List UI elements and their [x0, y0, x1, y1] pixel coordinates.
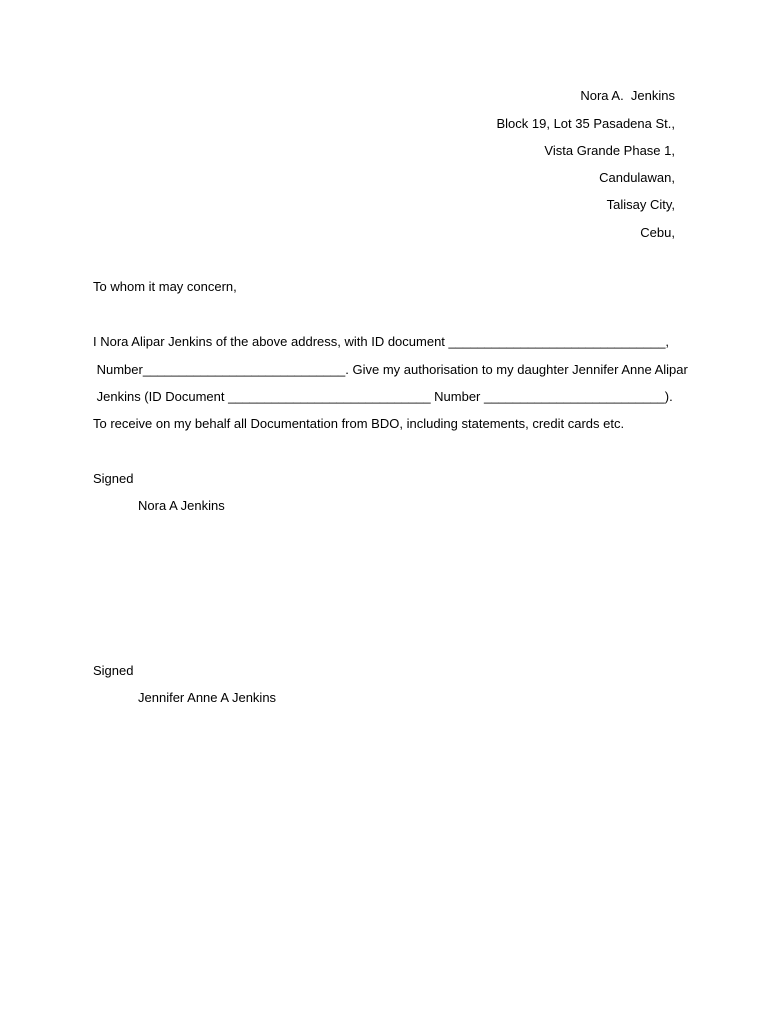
body-line: Jenkins (ID Document ____________________________ Number _________________________).: [93, 389, 673, 404]
sender-address-line: Talisay City,: [606, 197, 675, 212]
signatory-name: Jennifer Anne A Jenkins: [138, 690, 277, 705]
signatory-name: Nora A Jenkins: [138, 498, 225, 513]
sender-name: Nora A. Jenkins: [580, 88, 675, 103]
salutation: To whom it may concern,: [93, 279, 237, 294]
sender-address-line: Block 19, Lot 35 Pasadena St.,: [496, 116, 675, 131]
body-line: To receive on my behalf all Documentation from BDO, including statements, credit cards etc.: [93, 416, 625, 431]
body-line: Number____________________________. Give my authorisation to my daughter Jennifer Anne Alipar: [93, 362, 688, 377]
sender-address-line: Candulawan,: [599, 170, 675, 185]
signature-label: Signed: [93, 663, 134, 678]
body-line: I Nora Alipar Jenkins of the above address, with ID document ______________________________,: [93, 334, 670, 349]
signature-label: Signed: [93, 471, 134, 486]
sender-address-line: Vista Grande Phase 1,: [544, 143, 675, 158]
sender-address-line: Cebu,: [640, 225, 675, 240]
